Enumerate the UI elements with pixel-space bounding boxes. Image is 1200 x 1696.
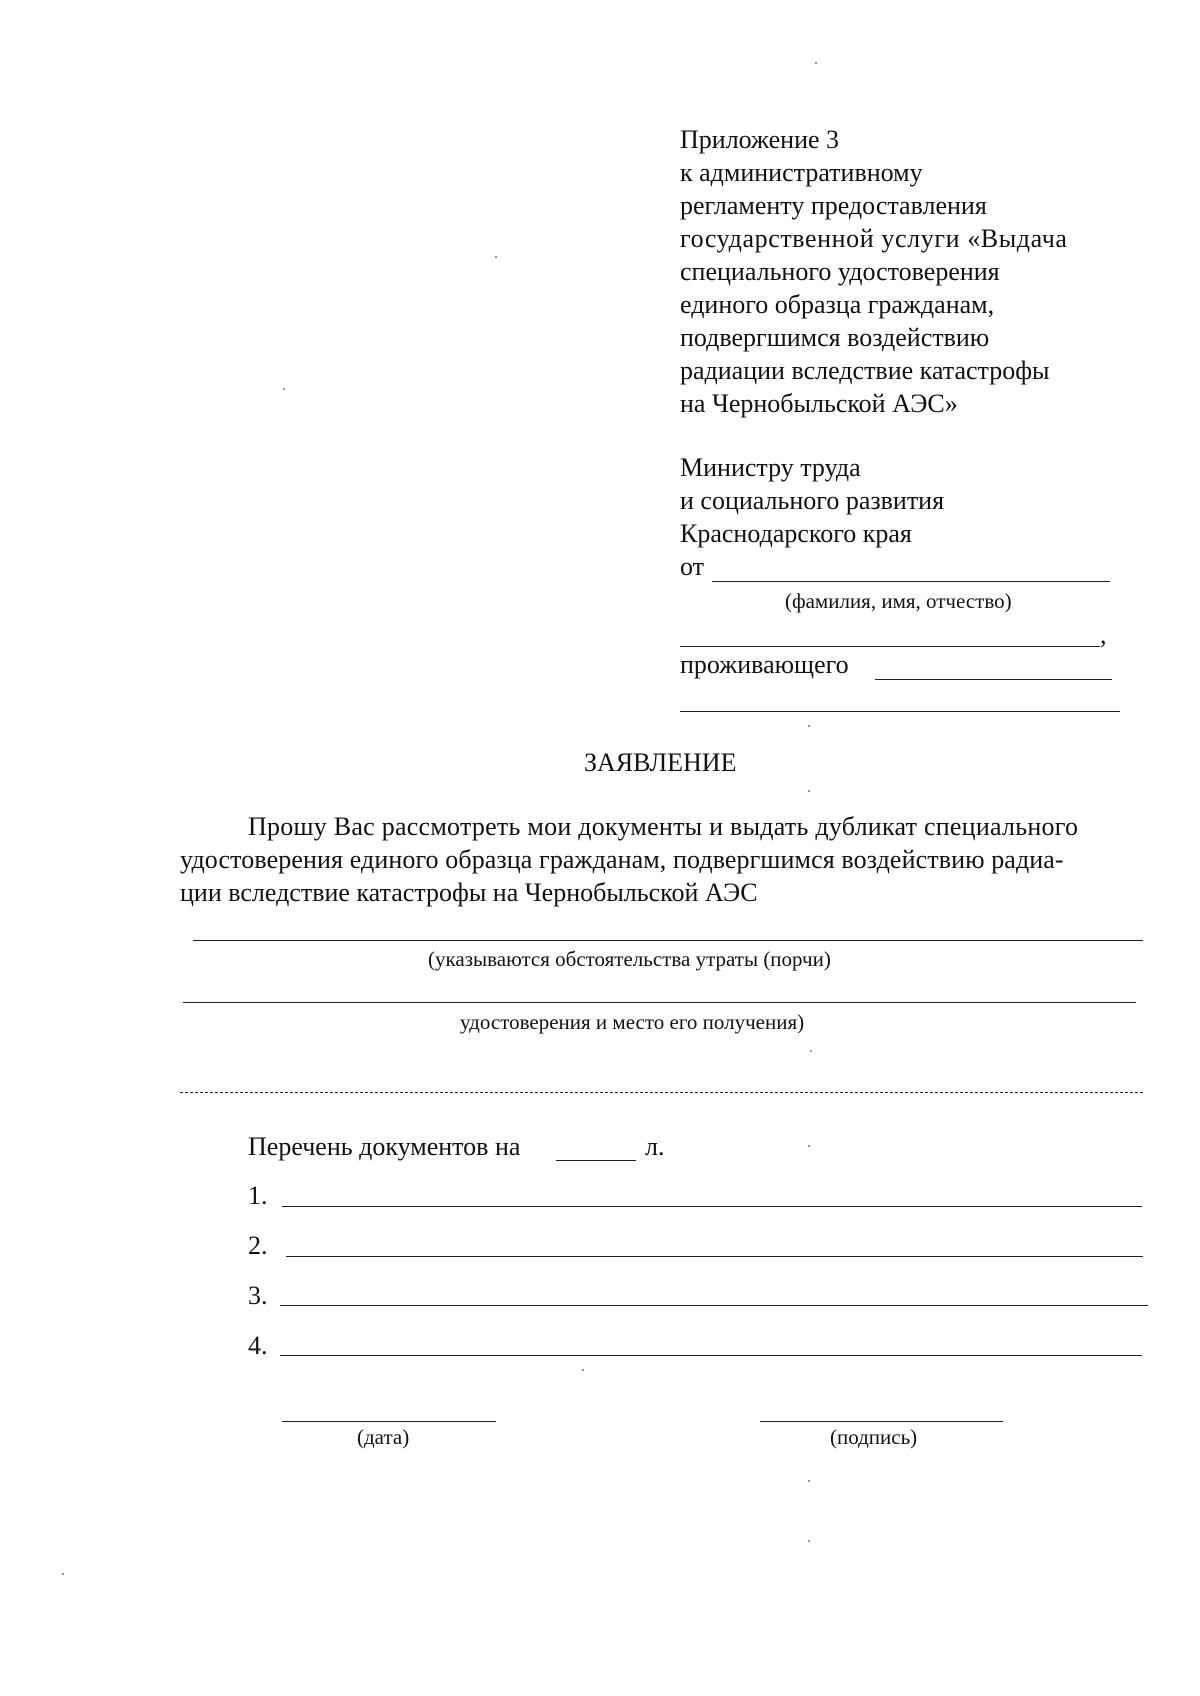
scan-speck — [808, 1480, 810, 1482]
document-item-3-line[interactable] — [280, 1305, 1148, 1306]
address-fill-line[interactable] — [680, 711, 1120, 712]
scan-speck — [808, 725, 810, 727]
scan-speck — [582, 1369, 584, 1371]
scan-speck — [815, 62, 817, 64]
appendix-line-4: государственной услуги «Выдача — [680, 224, 1068, 253]
date-caption: (дата) — [357, 1425, 410, 1449]
signature-caption: (подпись) — [830, 1425, 918, 1449]
fio-caption: (фамилия, имя, отчество) — [785, 589, 1012, 613]
residing-label: проживающего — [680, 650, 849, 679]
comma-mark: , — [1100, 620, 1107, 649]
body-line-3: ции вследствие катастрофы на Чернобыльской АЭС — [180, 878, 758, 907]
scan-speck — [62, 1573, 64, 1575]
document-title: ЗАЯВЛЕНИЕ — [584, 748, 737, 777]
circumstances-line-2[interactable] — [183, 1002, 1136, 1003]
scan-speck — [808, 1145, 810, 1147]
document-item-4-number: 4. — [248, 1331, 268, 1360]
body-line-2: удостоверения единого образца гражданам, подвергшимся воздействию радиа- — [180, 845, 1064, 874]
signature-line[interactable] — [760, 1421, 1003, 1422]
appendix-line-2: к административному — [680, 158, 923, 187]
document-item-1-number: 1. — [248, 1181, 268, 1210]
addressee-line-2: и социального развития — [680, 486, 945, 515]
scan-speck — [283, 388, 285, 390]
scan-speck — [808, 790, 810, 792]
document-item-2-line[interactable] — [286, 1256, 1143, 1257]
appendix-line-1: Приложение 3 — [680, 125, 840, 154]
document-item-4-line[interactable] — [280, 1355, 1142, 1356]
certificate-place-caption: удостоверения и место его получения) — [460, 1010, 805, 1034]
appendix-line-8: радиации вследствие катастрофы — [680, 356, 1050, 385]
addressee-line-1: Министру труда — [680, 453, 861, 482]
document-item-3-number: 3. — [248, 1281, 268, 1310]
fio-fill-line[interactable] — [712, 581, 1110, 582]
documents-label: Перечень документов на — [248, 1132, 521, 1161]
appendix-line-6: единого образца гражданам, — [680, 290, 995, 319]
document-item-2-number: 2. — [248, 1231, 268, 1260]
scan-speck — [808, 1540, 810, 1542]
addressee-line-3: Краснодарского края — [680, 519, 912, 548]
appendix-line-7: подвергшимся воздействию — [680, 323, 990, 352]
appendix-line-9: на Чернобыльской АЭС» — [680, 389, 958, 418]
circumstances-caption: (указываются обстоятельства утраты (порчи) — [428, 947, 831, 971]
body-line-1: Прошу Вас рассмотреть мои документы и выдать дубликат специального — [248, 812, 1079, 841]
residing-fill-line[interactable] — [875, 679, 1112, 680]
document-item-1-line[interactable] — [282, 1206, 1142, 1207]
appendix-line-5: специального удостоверения — [680, 257, 1000, 286]
circumstances-line-1[interactable] — [193, 940, 1143, 941]
sheets-suffix: л. — [645, 1132, 665, 1161]
scan-speck — [810, 1050, 812, 1052]
date-line[interactable] — [282, 1421, 496, 1422]
appendix-line-3: регламенту предоставления — [680, 191, 987, 220]
fio-continuation-line[interactable] — [680, 646, 1100, 647]
from-label: от — [680, 552, 705, 581]
circumstances-line-3[interactable] — [180, 1092, 1143, 1093]
scan-speck — [495, 256, 497, 258]
sheets-count-line[interactable] — [556, 1160, 636, 1161]
